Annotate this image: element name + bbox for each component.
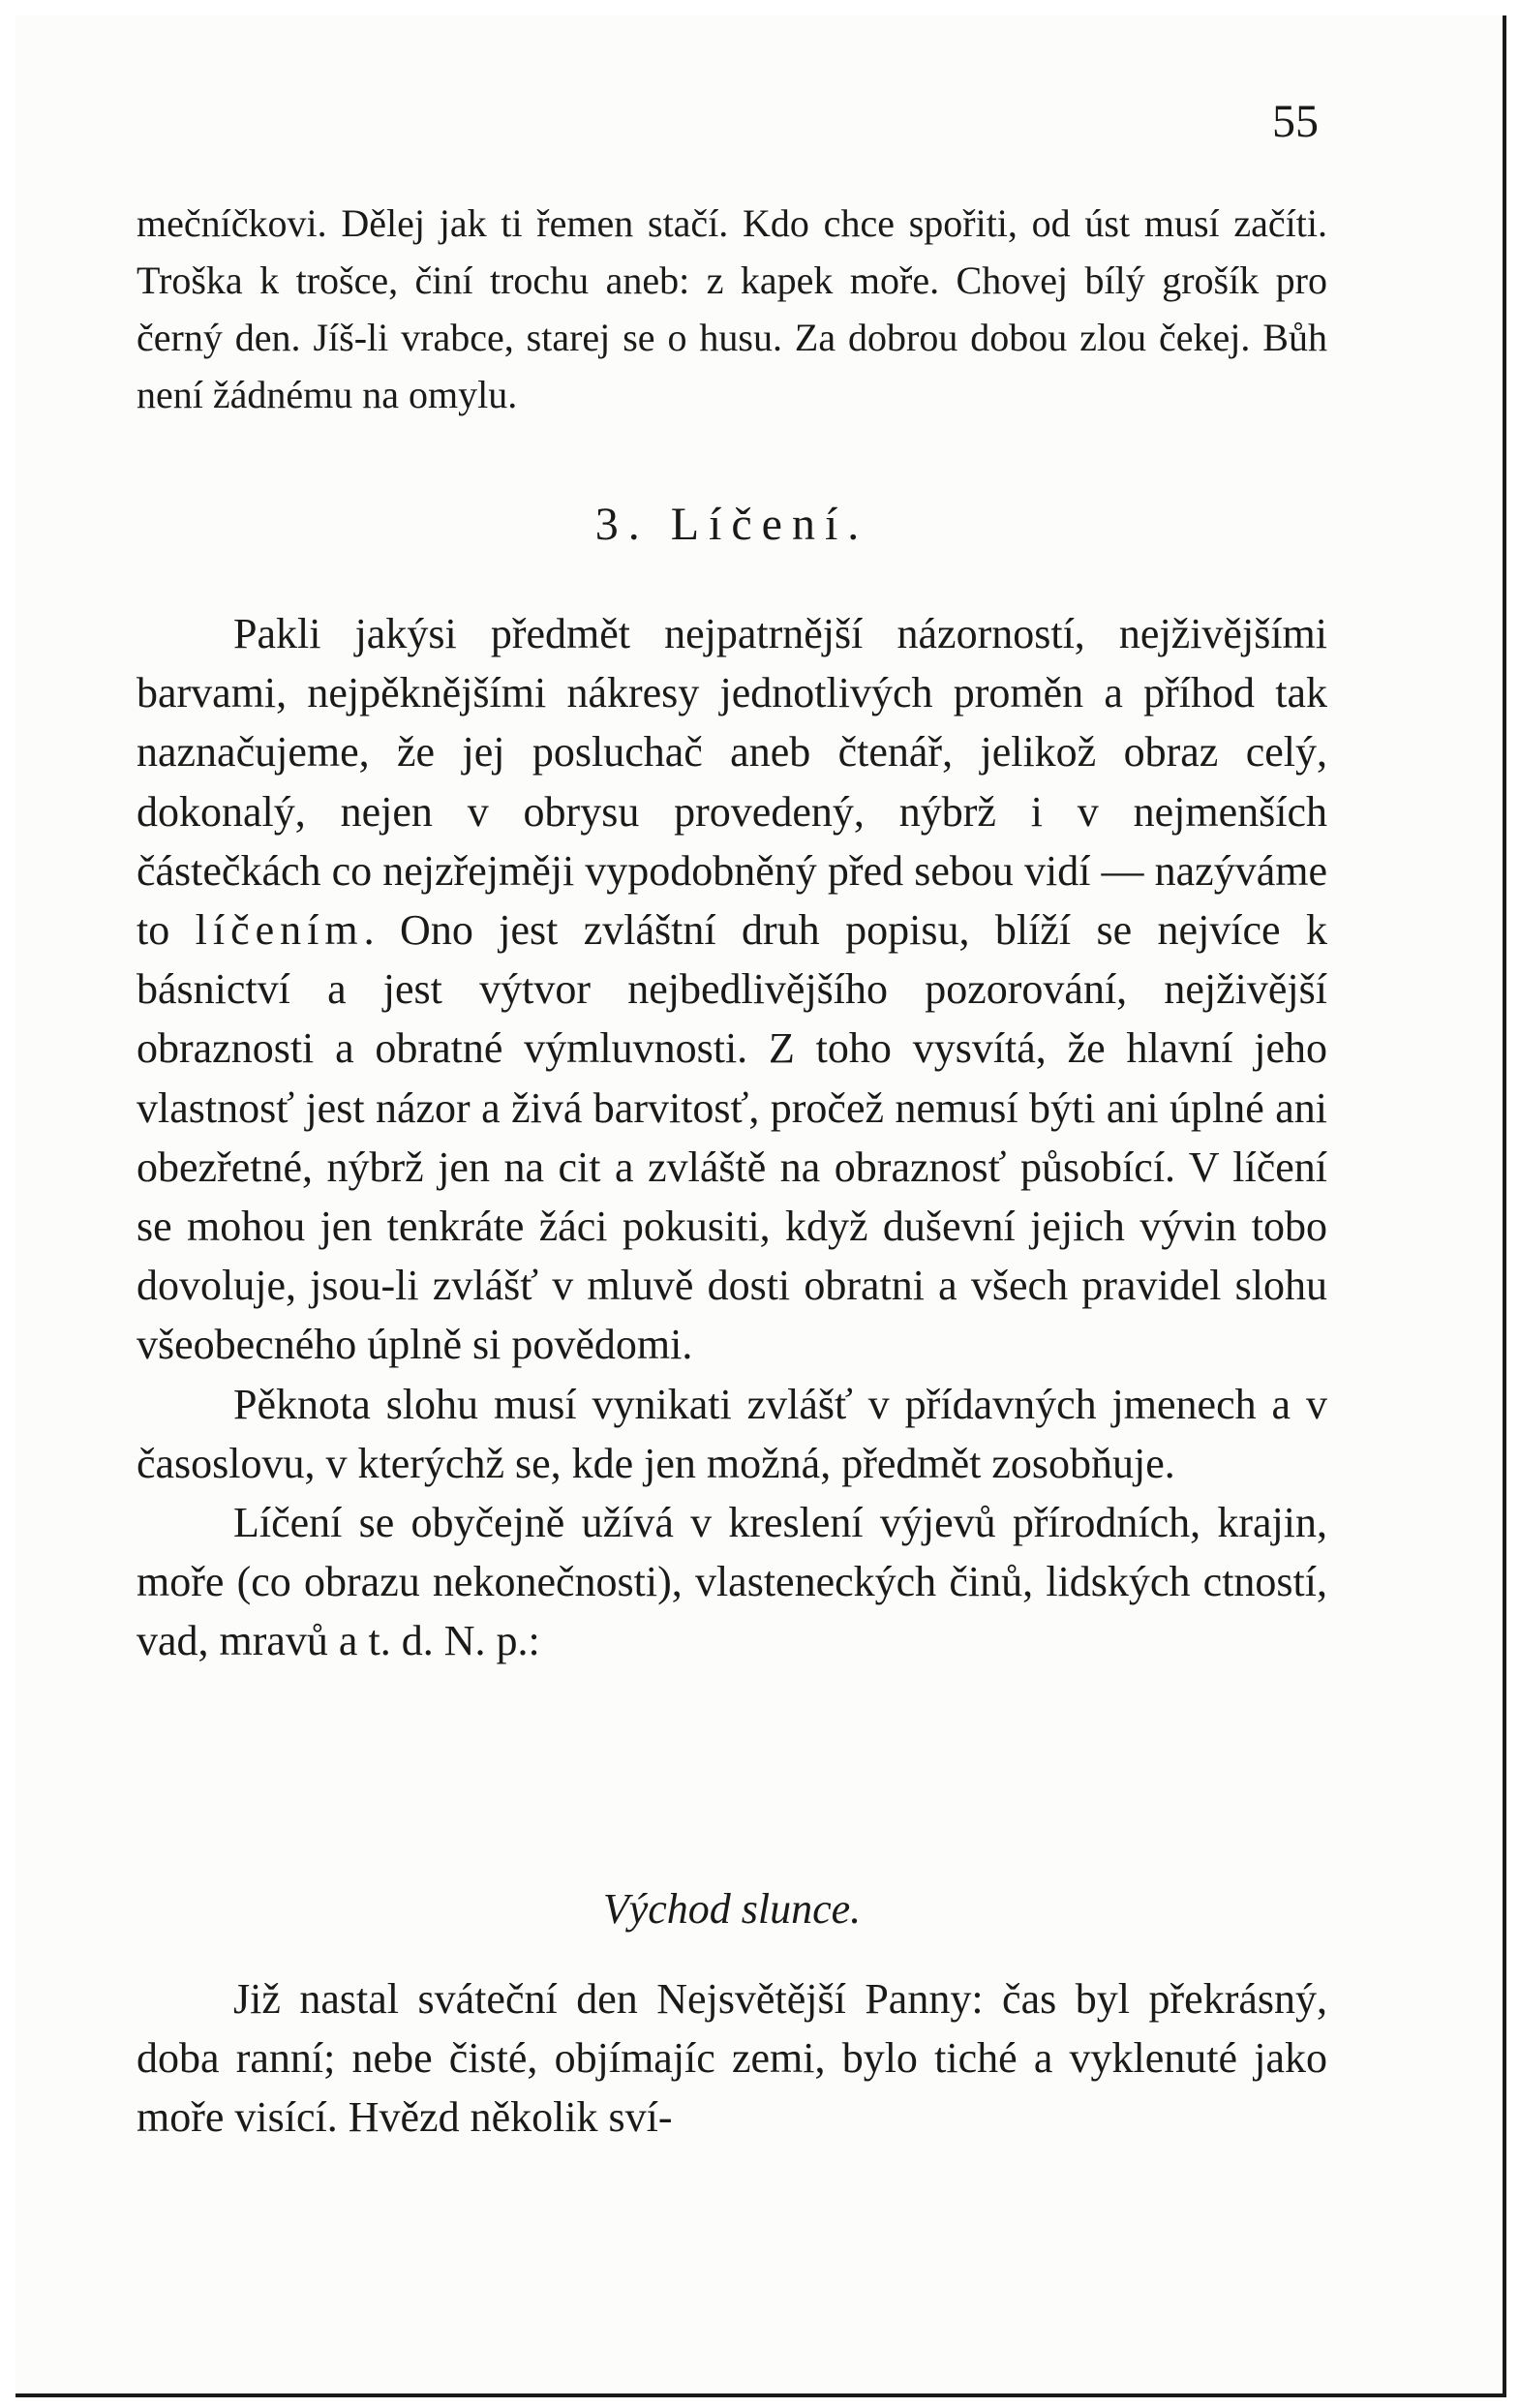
section-number: 3. <box>594 499 650 550</box>
example-body <box>137 1969 1327 2147</box>
intro-text: mečníčkovi. Dělej jak ti řemen stačí. Kdo chce spořiti, od úst musí začíti. Troška k trošce, činí trochu aneb: z kapek moře. Chovej bílý grošík pro černý den. Jíš-li vrabce, starej se o husu. Za dobrou dobou zlou čekej. Bůh není žádnému na omylu. <box>137 201 1327 416</box>
section-body <box>137 604 1327 1671</box>
page-number: 55 <box>1272 96 1319 147</box>
section-title: Líčení. <box>670 499 869 550</box>
paragraph-style: Pěknota slohu musí vynikati zvlášť v přídavných jmenech a v časoslovu, v kterýchž se, kde jen možná, předmět zosobňuje. <box>137 1380 1327 1487</box>
example-title: Východ slunce. <box>602 1885 862 1933</box>
paragraph-text: Pakli jakýsi předmět nejpatrnější názorností, nejživějšími barvami, nejpěknějšími nákresy jednotlivých proměn a příhod tak naznačujeme, že jej posluchač aneb čtenář, jelikož obraz celý, dokonalý, nejen v obrysu provedený, nýbrž i v nejmenších částečkách co nejzřejměji vypodobněný před sebou vidí — nazýváme to <box>137 610 1327 955</box>
section-heading <box>137 498 1327 551</box>
paragraph-usage: Líčení se obyčejně užívá v kreslení výjevů přírodních, krajin, moře (co obrazu nekonečnosti), vlasteneckých činů, lidských ctností, vad, mravů a t. d. N. p.: <box>137 1499 1327 1665</box>
paragraph-definition <box>137 604 1327 1375</box>
intro-paragraph <box>137 195 1327 423</box>
emphasized-term: líčením <box>195 906 364 955</box>
paragraph-text: . Ono jest zvláštní druh popisu, blíží se nejvíce k básnictví a jest výtvor nejbedlivějšího pozorování, nejživější obraznosti a obratné výmluvnosti. Z toho vysvítá, že hlavní jeho vlastnosť jest názor a živá barvitosť, pročež nemusí býti ani úplné ani obezřetné, nýbrž jen na cit a zvláště na obraznosť působící. V líčení se mohou jen tenkráte žáci pokusiti, když duševní jejich vývin tobo dovoluje, jsou-li zvlášť v mluvě dosti obratni a všech pravidel slohu všeobecného úplně si povědomi. <box>137 906 1328 1369</box>
book-page <box>15 15 1506 2397</box>
example-text: Již nastal sváteční den Nejsvětější Panny: čas byl překrásný, doba ranní; nebe čisté, objímajíc zemi, bylo tiché a vyklenuté jako moře visící. Hvězd několik sví- <box>137 1975 1327 2141</box>
